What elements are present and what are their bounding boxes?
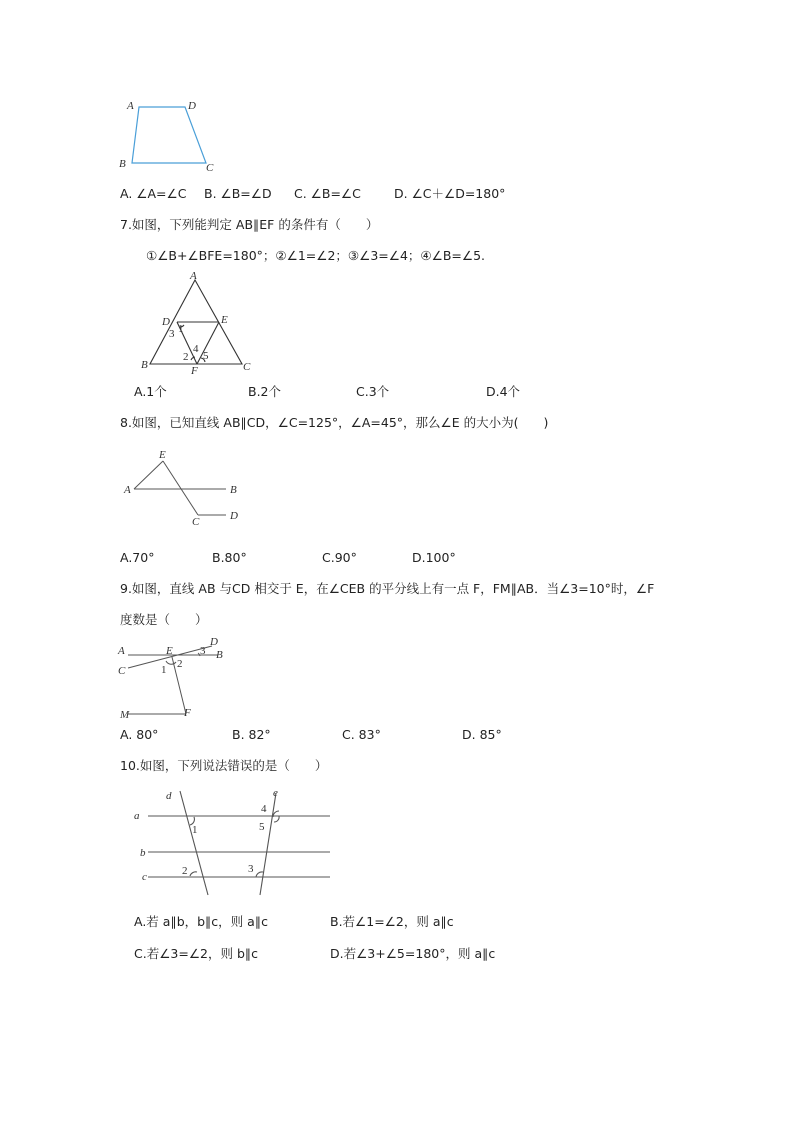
- q8-label-D: D: [230, 510, 238, 522]
- q10-parallel-transversals-figure: [128, 785, 338, 900]
- q10-option-b: B.若∠1=∠2，则 a∥c: [330, 914, 454, 929]
- q9-label-E: E: [166, 645, 173, 657]
- q7-label-A: A: [190, 270, 197, 282]
- q6-option-d: D. ∠C＋∠D=180°: [394, 186, 506, 201]
- q7-label-B: B: [141, 359, 148, 371]
- q9-label-B: B: [216, 649, 223, 661]
- q10-stem: 10.如图，下列说法错误的是（ ）: [120, 758, 328, 773]
- q9-intersecting-lines-figure: [116, 634, 226, 722]
- q7-angle-5: 5: [203, 350, 209, 362]
- q7-option-d: D.4个: [486, 384, 521, 399]
- q7-option-b: B.2个: [248, 384, 282, 399]
- q10-option-a: A.若 a∥b，b∥c，则 a∥c: [134, 914, 268, 929]
- q9-option-a: A. 80°: [120, 727, 159, 742]
- q8-parallel-lines-figure: [118, 445, 248, 530]
- q7-stem: 7.如图，下列能判定 AB∥EF 的条件有（ ）: [120, 217, 379, 232]
- q9-label-C: C: [118, 665, 126, 677]
- q7-triangle-figure: [135, 270, 265, 380]
- q9-label-M: M: [120, 709, 130, 721]
- q8-option-a: A.70°: [120, 550, 155, 565]
- q10-label-b: b: [140, 847, 146, 859]
- q6-trapezoid-figure: [115, 95, 225, 175]
- q7-angle-4: 4: [193, 343, 199, 355]
- q6-label-B: B: [119, 158, 126, 170]
- q8-stem: 8.如图，已知直线 AB∥CD，∠C=125°，∠A=45°，那么∠E 的大小为( ): [120, 415, 549, 430]
- q7-label-C: C: [243, 361, 251, 373]
- q7-angle-2: 2: [183, 351, 189, 363]
- q9-option-c: C. 83°: [342, 727, 381, 742]
- trapezoid-shape: [132, 107, 206, 163]
- q6-label-C: C: [206, 162, 214, 174]
- q9-label-F: F: [184, 707, 191, 719]
- q10-angle-2: 2: [182, 865, 188, 877]
- q10-option-d: D.若∠3+∠5=180°，则 a∥c: [330, 946, 496, 961]
- q8-option-d: D.100°: [412, 550, 456, 565]
- q8-label-A: A: [124, 484, 131, 496]
- q9-option-b: B. 82°: [232, 727, 271, 742]
- q8-option-b: B.80°: [212, 550, 247, 565]
- q7-angle-1: 1: [178, 323, 184, 335]
- q7-label-F: F: [191, 365, 198, 377]
- q10-angle-4: 4: [261, 803, 267, 815]
- q7-option-a: A.1个: [134, 384, 167, 399]
- q10-option-c: C.若∠3=∠2，则 b∥c: [134, 946, 259, 961]
- q10-angle-5: 5: [259, 821, 265, 833]
- q8-label-C: C: [192, 516, 200, 528]
- q9-label-A: A: [118, 645, 125, 657]
- q7-angle-3: 3: [169, 328, 175, 340]
- q7-option-c: C.3个: [356, 384, 390, 399]
- q9-stem-line2: 度数是（ ）: [120, 612, 208, 627]
- q9-angle-1: 1: [161, 664, 167, 676]
- q9-stem-line1: 9.如图，直线 AB 与CD 相交于 E，在∠CEB 的平分线上有一点 F，FM∥AB．当∠3=10°时，∠F: [120, 581, 655, 596]
- q6-option-c: C. ∠B=∠C: [294, 186, 361, 201]
- q6-option-b: B. ∠B=∠D: [204, 186, 272, 201]
- q8-label-E: E: [159, 449, 166, 461]
- q10-angle-3: 3: [248, 863, 254, 875]
- q9-angle-2: 2: [177, 658, 183, 670]
- q7-label-D: D: [162, 316, 170, 328]
- q7-conditions: ①∠B+∠BFE=180°；②∠1=∠2；③∠3=∠4；④∠B=∠5.: [146, 248, 486, 263]
- q10-label-e: e: [273, 787, 278, 799]
- q8-option-c: C.90°: [322, 550, 357, 565]
- q9-label-D: D: [210, 636, 218, 648]
- q8-label-B: B: [230, 484, 237, 496]
- q6-label-D: D: [188, 100, 196, 112]
- q6-label-A: A: [127, 100, 134, 112]
- q9-angle-3: 3: [200, 645, 206, 657]
- q9-option-d: D. 85°: [462, 727, 502, 742]
- q10-angle-1: 1: [192, 824, 198, 836]
- q10-label-d: d: [166, 790, 172, 802]
- q10-label-a: a: [134, 810, 140, 822]
- q10-label-c: c: [142, 871, 147, 883]
- q6-option-a: A. ∠A=∠C: [120, 186, 187, 201]
- q7-label-E: E: [221, 314, 228, 326]
